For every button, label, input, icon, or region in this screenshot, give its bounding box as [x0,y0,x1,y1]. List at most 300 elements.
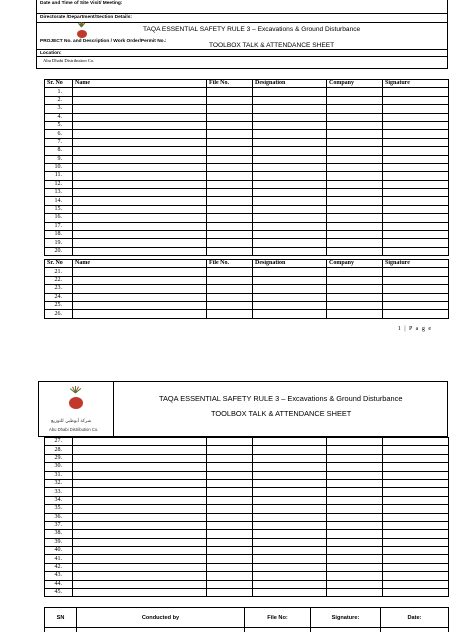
entry-cell[interactable] [327,572,383,580]
entry-cell[interactable] [207,293,253,301]
entry-cell[interactable] [207,285,253,293]
entry-cell[interactable] [207,446,253,454]
serial-number-cell: 8. [45,147,73,155]
entry-cell[interactable] [327,172,383,180]
entry-cell[interactable] [253,438,327,446]
entry-cell[interactable] [73,88,207,96]
table-row [45,479,449,487]
serial-number-cell: 29. [45,454,73,462]
entry-cell[interactable] [73,285,207,293]
entry-cell[interactable] [327,96,383,104]
divider [37,13,447,14]
entry-cell[interactable] [73,496,207,504]
entry-cell[interactable] [383,247,449,255]
entry-cell[interactable] [73,293,207,301]
entry-cell[interactable] [207,589,253,597]
entry-cell[interactable] [327,563,383,571]
table-row [45,180,449,188]
entry-cell[interactable] [327,589,383,597]
entry-cell[interactable] [383,463,449,471]
entry-cell[interactable] [383,147,449,155]
entry-cell[interactable] [73,446,207,454]
serial-number-cell: 4. [45,113,73,121]
entry-cell[interactable] [383,505,449,513]
entry-cell[interactable] [327,88,383,96]
entry-cell[interactable] [253,463,327,471]
entry-cell[interactable] [207,563,253,571]
entry-cell[interactable] [327,547,383,555]
entry-cell[interactable] [73,222,207,230]
entry-cell[interactable] [73,172,207,180]
entry-cell[interactable] [73,163,207,171]
footer-entry-row [45,628,449,632]
entry-cell[interactable] [383,547,449,555]
entry-cell[interactable] [207,130,253,138]
entry-cell[interactable] [207,580,253,588]
entry-cell[interactable] [73,572,207,580]
serial-number-cell: 27. [45,438,73,446]
directorate-label: Directorate /Department/Section Details: [40,15,132,20]
entry-cell[interactable] [253,276,327,284]
entry-cell[interactable] [207,479,253,487]
table-row [45,239,449,247]
entry-cell[interactable] [253,138,327,146]
entry-cell[interactable] [327,121,383,129]
entry-cell[interactable] [253,172,327,180]
serial-number-cell: 21. [45,268,73,276]
entry-cell[interactable] [73,155,207,163]
table-header-row [45,260,449,268]
entry-cell[interactable] [383,310,449,318]
entry-cell[interactable] [327,268,383,276]
entry-cell[interactable] [327,105,383,113]
entry-cell[interactable] [73,547,207,555]
entry-cell[interactable] [207,547,253,555]
entry-cell[interactable] [207,538,253,546]
entry-cell[interactable] [253,197,327,205]
entry-cell[interactable] [327,580,383,588]
table-row [45,505,449,513]
table-row [45,521,449,529]
entry-cell[interactable] [253,189,327,197]
entry-cell[interactable] [207,530,253,538]
entry-cell[interactable] [253,488,327,496]
entry-cell[interactable] [327,479,383,487]
entry-cell[interactable] [327,446,383,454]
table-row [45,555,449,563]
entry-cell[interactable] [327,513,383,521]
entry-cell[interactable] [327,521,383,529]
entry-cell[interactable] [253,293,327,301]
table-row [45,446,449,454]
entry-cell[interactable] [73,239,207,247]
entry-cell[interactable] [253,446,327,454]
entry-cell[interactable] [327,538,383,546]
entry-cell[interactable] [327,205,383,213]
table-row [45,147,449,155]
document-subtitle: TOOLBOX TALK & ATTENDANCE SHEET [211,409,352,418]
entry-cell[interactable] [327,113,383,121]
entry-cell[interactable] [207,231,253,239]
entry-cell[interactable] [253,563,327,571]
company-name-arabic: شركة أبوظبي للتوزيع [51,419,92,424]
entry-cell[interactable] [327,293,383,301]
entry-cell[interactable] [207,197,253,205]
entry-cell[interactable] [253,155,327,163]
entry-cell[interactable] [73,180,207,188]
entry-cell[interactable] [253,301,327,309]
entry-cell[interactable] [383,113,449,121]
entry-cell[interactable] [327,471,383,479]
company-name: Abu Dhabi Distribution Co. [43,58,95,63]
entry-cell[interactable] [253,222,327,230]
entry-cell[interactable] [207,189,253,197]
entry-cell[interactable] [383,438,449,446]
entry-cell[interactable] [207,205,253,213]
entry-cell[interactable] [73,513,207,521]
entry-cell[interactable] [327,231,383,239]
entry-cell[interactable] [207,496,253,504]
entry-cell[interactable] [207,276,253,284]
entry-cell[interactable] [253,572,327,580]
table-row [45,113,449,121]
entry-cell[interactable] [383,189,449,197]
entry-cell[interactable] [207,147,253,155]
entry-cell[interactable] [73,301,207,309]
entry-cell[interactable] [383,293,449,301]
entry-cell[interactable] [253,496,327,504]
table-row [45,163,449,171]
entry-cell[interactable] [207,454,253,462]
table-row [45,96,449,104]
entry-cell[interactable] [73,268,207,276]
entry-cell[interactable] [383,496,449,504]
entry-cell[interactable] [73,247,207,255]
entry-cell[interactable] [73,138,207,146]
table-row [45,105,449,113]
entry-cell[interactable] [253,121,327,129]
table-row [45,563,449,571]
entry-cell[interactable] [207,172,253,180]
entry-cell[interactable] [383,301,449,309]
entry-cell[interactable] [327,189,383,197]
entry-cell[interactable] [383,268,449,276]
entry-cell[interactable] [253,205,327,213]
entry-cell[interactable] [253,268,327,276]
entry-cell[interactable] [383,214,449,222]
entry-cell[interactable] [383,130,449,138]
entry-cell[interactable] [207,555,253,563]
entry-cell[interactable] [73,130,207,138]
entry-cell[interactable] [73,463,207,471]
serial-number-cell: 17. [45,222,73,230]
entry-cell[interactable] [327,488,383,496]
divider [37,22,447,23]
entry-cell[interactable] [253,285,327,293]
entry-cell[interactable] [253,471,327,479]
footer-cell[interactable] [77,628,245,632]
entry-cell[interactable] [253,555,327,563]
entry-cell[interactable] [327,496,383,504]
entry-cell[interactable] [73,580,207,588]
entry-cell[interactable] [383,197,449,205]
serial-number-cell: 5. [45,121,73,129]
entry-cell[interactable] [73,521,207,529]
entry-cell[interactable] [207,572,253,580]
entry-cell[interactable] [383,471,449,479]
entry-cell[interactable] [207,155,253,163]
entry-cell[interactable] [253,454,327,462]
entry-cell[interactable] [73,96,207,104]
entry-cell[interactable] [207,88,253,96]
entry-cell[interactable] [73,105,207,113]
entry-cell[interactable] [327,454,383,462]
entry-cell[interactable] [73,121,207,129]
entry-cell[interactable] [253,589,327,597]
entry-cell[interactable] [383,572,449,580]
entry-cell[interactable] [253,88,327,96]
entry-cell[interactable] [383,155,449,163]
entry-cell[interactable] [383,222,449,230]
entry-cell[interactable] [253,247,327,255]
entry-cell[interactable] [207,105,253,113]
entry-cell[interactable] [253,538,327,546]
entry-cell[interactable] [253,231,327,239]
location-label: Location: [40,51,62,56]
serial-number-cell: 22. [45,276,73,284]
company-name: Abu Dhabi Distribution Co. [49,427,99,432]
entry-cell[interactable] [383,239,449,247]
entry-cell[interactable] [207,310,253,318]
entry-cell[interactable] [383,446,449,454]
entry-cell[interactable] [73,214,207,222]
entry-cell[interactable] [207,438,253,446]
entry-cell[interactable] [383,563,449,571]
entry-cell[interactable] [253,163,327,171]
project-label: PROJECT No. and Description / Work Order/Permit No.: [40,39,167,44]
entry-cell[interactable] [73,113,207,121]
entry-cell[interactable] [383,454,449,462]
entry-cell[interactable] [207,138,253,146]
footer-cell[interactable] [45,628,77,632]
entry-cell[interactable] [73,488,207,496]
entry-cell[interactable] [327,555,383,563]
entry-cell[interactable] [327,276,383,284]
entry-cell[interactable] [207,268,253,276]
entry-cell[interactable] [383,88,449,96]
table-row [45,538,449,546]
entry-cell[interactable] [383,121,449,129]
serial-number-cell: 15. [45,205,73,213]
entry-cell[interactable] [253,214,327,222]
entry-cell[interactable] [383,105,449,113]
serial-number-cell: 18. [45,231,73,239]
column-header: Signature [383,260,449,268]
entry-cell[interactable] [207,239,253,247]
column-header: Designation [253,260,327,268]
entry-cell[interactable] [253,147,327,155]
entry-cell[interactable] [207,488,253,496]
entry-cell[interactable] [73,505,207,513]
entry-cell[interactable] [327,222,383,230]
table-row [45,580,449,588]
entry-cell[interactable] [253,530,327,538]
entry-cell[interactable] [327,505,383,513]
entry-cell[interactable] [207,247,253,255]
page-number: 1 | P a g e [397,326,432,332]
entry-cell[interactable] [207,521,253,529]
entry-cell[interactable] [327,463,383,471]
entry-cell[interactable] [253,130,327,138]
entry-cell[interactable] [253,96,327,104]
entry-cell[interactable] [73,563,207,571]
entry-cell[interactable] [207,163,253,171]
entry-cell[interactable] [383,479,449,487]
logo-cell [39,382,114,436]
entry-cell[interactable] [207,113,253,121]
entry-cell[interactable] [253,580,327,588]
entry-cell[interactable] [253,310,327,318]
entry-cell[interactable] [327,214,383,222]
entry-cell[interactable] [253,505,327,513]
entry-cell[interactable] [73,479,207,487]
entry-cell[interactable] [73,454,207,462]
entry-cell[interactable] [73,438,207,446]
entry-cell[interactable] [207,463,253,471]
entry-cell[interactable] [327,147,383,155]
serial-number-cell: 41. [45,555,73,563]
entry-cell[interactable] [327,197,383,205]
entry-cell[interactable] [253,113,327,121]
entry-cell[interactable] [383,488,449,496]
serial-number-cell: 20. [45,247,73,255]
conducted-by-header: Conducted by [77,608,245,628]
entry-cell[interactable] [327,438,383,446]
entry-cell[interactable] [327,180,383,188]
serial-number-cell: 23. [45,285,73,293]
column-header: Designation [253,80,327,88]
entry-cell[interactable] [253,521,327,529]
table-row [45,547,449,555]
entry-cell[interactable] [383,231,449,239]
table-row [45,276,449,284]
footer-cell[interactable] [381,628,449,632]
entry-cell[interactable] [73,555,207,563]
file-no-header: File No: [245,608,311,628]
entry-cell[interactable] [207,513,253,521]
entry-cell[interactable] [73,538,207,546]
entry-cell[interactable] [207,471,253,479]
entry-cell[interactable] [383,538,449,546]
entry-cell[interactable] [207,96,253,104]
table-row [45,268,449,276]
entry-cell[interactable] [73,530,207,538]
entry-cell[interactable] [327,247,383,255]
entry-cell[interactable] [207,301,253,309]
entry-cell[interactable] [383,555,449,563]
entry-cell[interactable] [73,589,207,597]
entry-cell[interactable] [383,285,449,293]
entry-cell[interactable] [253,180,327,188]
entry-cell[interactable] [73,205,207,213]
entry-cell[interactable] [207,505,253,513]
entry-cell[interactable] [383,513,449,521]
entry-cell[interactable] [383,205,449,213]
entry-cell[interactable] [327,530,383,538]
entry-cell[interactable] [73,276,207,284]
column-header: Sr. No [45,260,73,268]
entry-cell[interactable] [383,138,449,146]
table-row [45,231,449,239]
entry-cell[interactable] [207,214,253,222]
entry-cell[interactable] [253,547,327,555]
entry-cell[interactable] [73,189,207,197]
footer-cell[interactable] [311,628,381,632]
table-row [45,530,449,538]
entry-cell[interactable] [383,163,449,171]
entry-cell[interactable] [253,479,327,487]
entry-cell[interactable] [73,310,207,318]
serial-number-cell: 39. [45,538,73,546]
entry-cell[interactable] [253,239,327,247]
column-header: File No. [207,80,253,88]
entry-cell[interactable] [327,310,383,318]
document-subtitle: TOOLBOX TALK & ATTENDANCE SHEET [209,42,335,49]
divider [37,56,447,57]
entry-cell[interactable] [327,130,383,138]
signature-header: Signature: [311,608,381,628]
table-row [45,513,449,521]
serial-number-cell: 9. [45,155,73,163]
entry-cell[interactable] [73,231,207,239]
serial-number-cell: 35. [45,505,73,513]
serial-number-cell: 1. [45,88,73,96]
entry-cell[interactable] [327,239,383,247]
entry-cell[interactable] [383,521,449,529]
entry-cell[interactable] [207,222,253,230]
page1-header [36,0,448,69]
serial-number-cell: 45. [45,589,73,597]
entry-cell[interactable] [253,513,327,521]
document-title: TAQA ESSENTIAL SAFETY RULE 3 – Excavations & Ground Disturbance [159,394,403,403]
entry-cell[interactable] [383,580,449,588]
table-row [45,488,449,496]
entry-cell[interactable] [383,276,449,284]
serial-number-cell: 26. [45,310,73,318]
entry-cell[interactable] [383,530,449,538]
table-row [45,155,449,163]
entry-cell[interactable] [327,155,383,163]
entry-cell[interactable] [207,121,253,129]
page2-header [38,381,448,437]
serial-number-cell: 16. [45,214,73,222]
entry-cell[interactable] [73,471,207,479]
entry-cell[interactable] [383,589,449,597]
entry-cell[interactable] [253,105,327,113]
entry-cell[interactable] [327,301,383,309]
entry-cell[interactable] [383,172,449,180]
entry-cell[interactable] [73,197,207,205]
entry-cell[interactable] [327,138,383,146]
entry-cell[interactable] [383,96,449,104]
footer-cell[interactable] [245,628,311,632]
entry-cell[interactable] [207,180,253,188]
entry-cell[interactable] [327,163,383,171]
entry-cell[interactable] [327,285,383,293]
entry-cell[interactable] [73,147,207,155]
entry-cell[interactable] [383,180,449,188]
table-row [45,130,449,138]
